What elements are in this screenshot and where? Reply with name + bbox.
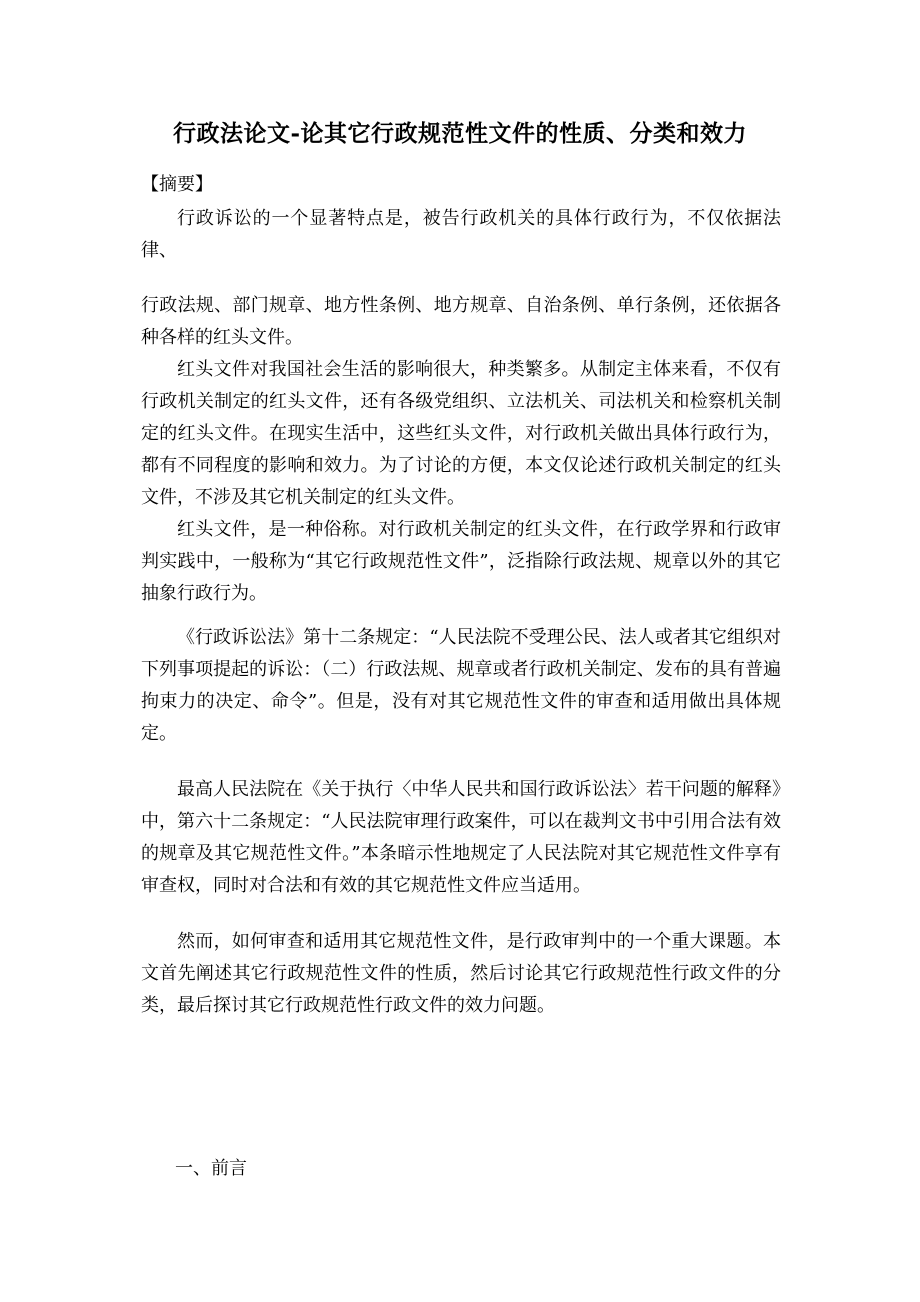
paragraph-4: 《行政诉讼法》第十二条规定：“人民法院不受理公民、法人或者其它组织对下列事项提起的诉讼：（二）行政法规、规章或者行政机关制定、发布的具有普遍拘束力的决定、命令”。但是，没有对其它规范性文件的审查和适用做出具体规定。 (141, 627, 781, 744)
paragraph-1-rest: 行政法规、部门规章、地方性条例、地方规章、自治条例、单行条例，还依据各种各样的红头文件。 (141, 295, 781, 348)
document-title: 行政法论文-论其它行政规范性文件的性质、分类和效力 (172, 120, 748, 147)
paragraph-1-first-line: 行政诉讼的一个显著特点是，被告行政机关的具体行政行为，不仅依据法律、 (141, 208, 781, 261)
paragraph-5: 最高人民法院在《关于执行〈中华人民共和国行政诉讼法〉若干问题的解释》中，第六十二条规定：“人民法院审理行政案件，可以在裁判文书中引用合法有效的规章及其它规范性文件。”本条暗示性地规定了人民法院对其它规范性文件享有审查权，同时对合法和有效的其它规范性文件应当适用。 (141, 779, 781, 896)
paragraph-3: 红头文件，是一种俗称。对行政机关制定的红头文件，在行政学界和行政审判实践中，一般称为“其它行政规范性文件”，泛指除行政法规、规章以外的其它抽象行政行为。 (141, 519, 781, 604)
abstract-label: 【摘要】 (141, 174, 213, 195)
paragraph-6: 然而，如何审查和适用其它规范性文件，是行政审判中的一个重大课题。本文首先阐述其它行政规范性文件的性质，然后讨论其它行政规范性行政文件的分类，最后探讨其它行政规范性行政文件的效力问题。 (141, 931, 781, 1016)
section-heading-preface: 一、前言 (175, 1158, 247, 1179)
paragraph-2: 红头文件对我国社会生活的影响很大，种类繁多。从制定主体来看，不仅有行政机关制定的红头文件，还有各级党组织、立法机关、司法机关和检察机关制定的红头文件。在现实生活中，这些红头文件，对行政机关做出具体行政行为，都有不同程度的影响和效力。为了讨论的方便，本文仅论述行政机关制定的红头文件，不涉及其它机关制定的红头文件。 (141, 359, 781, 508)
paragraph-1 (141, 203, 781, 354)
